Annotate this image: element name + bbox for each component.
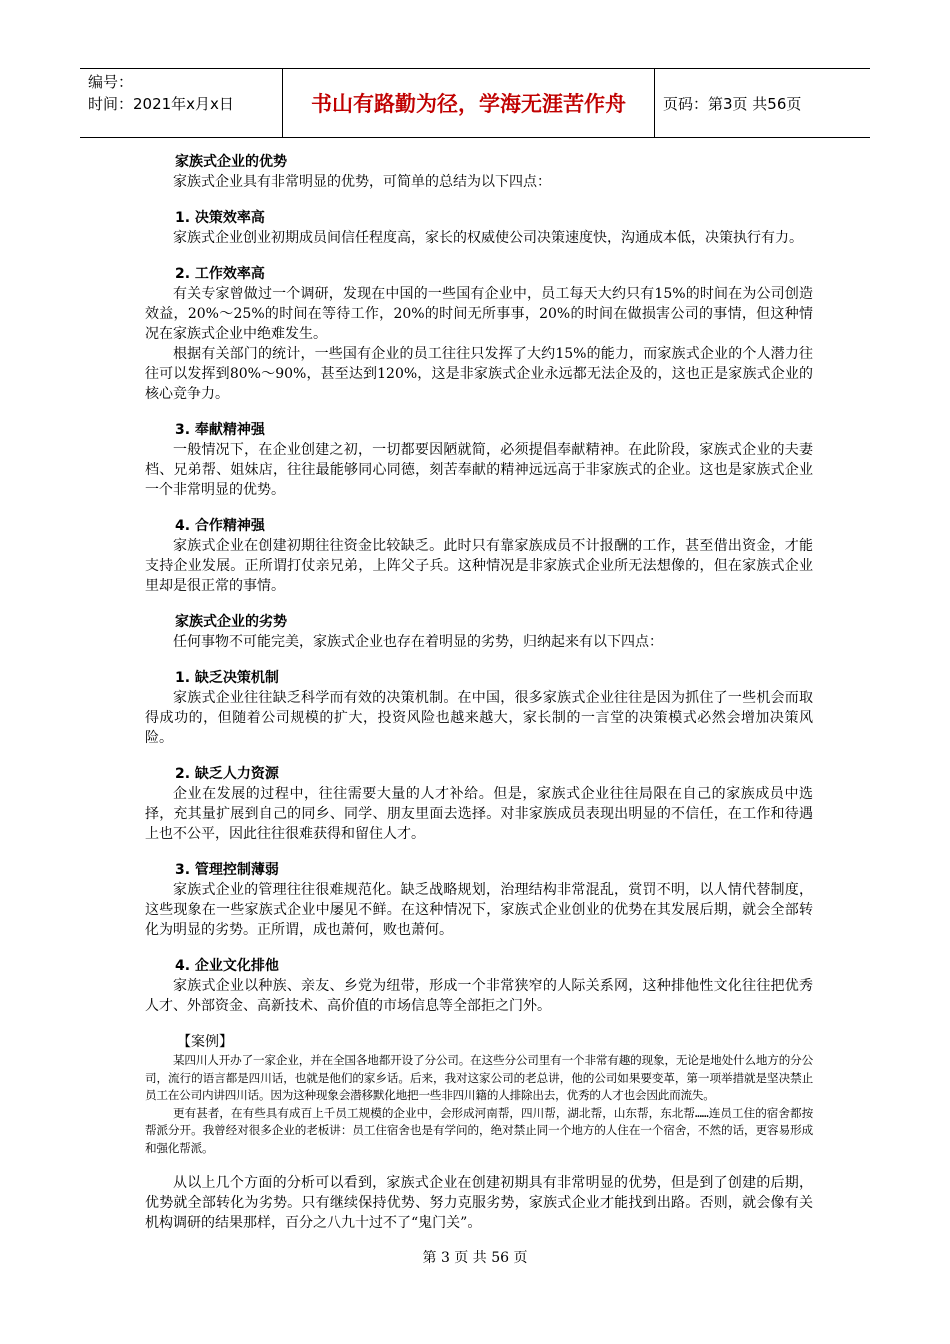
disadvantage-1-title: 1. 缺乏决策机制 <box>175 670 279 686</box>
document-body <box>145 152 813 1233</box>
advantages-heading: 家族式企业的优势 <box>175 154 287 170</box>
advantage-1-text: 家族式企业创业初期成员间信任程度高，家长的权威使公司决策速度快，沟通成本低，决策执行有力。 <box>173 230 803 246</box>
doc-time-label: 时间：2021年x月x日 <box>88 95 234 113</box>
advantage-4-title: 4. 合作精神强 <box>175 518 265 534</box>
disadvantage-4-title: 4. 企业文化排他 <box>175 958 279 974</box>
disadvantage-2-title: 2. 缺乏人力资源 <box>175 766 279 782</box>
header-page-cell <box>655 69 870 137</box>
disadvantage-1-text: 家族式企业往往缺乏科学而有效的决策机制。在中国，很多家族式企业往往是因为抓住了一些机会而取得成功的，但随着公司规模的扩大，投资风险也越来越大，家长制的一言堂的决策模式必然会增加决策风险。 <box>145 690 813 746</box>
case-text-b: 更有甚者，在有些具有成百上千员工规模的企业中，会形成河南帮，四川帮，湖北帮，山东帮，东北帮……连员工住的宿舍都按帮派分开。我曾经对很多企业的老板讲：员工住宿舍也是有学问的，绝对禁止同一个地方的人住在一个宿舍，不然的话，更容易形成和强化帮派。 <box>145 1105 813 1155</box>
header-motto-cell <box>283 69 655 137</box>
advantage-2-text-b: 根据有关部门的统计，一些国有企业的员工往往只发挥了大约15%的能力，而家族式企业的个人潜力往往可以发挥到80%～90%，甚至达到120%，这是非家族式企业永远都无法企及的，这也正是家族式企业的核心竞争力。 <box>145 346 813 402</box>
header-page-label: 页码：第3页 共56页 <box>663 94 802 113</box>
disadvantage-3-title: 3. 管理控制薄弱 <box>175 862 279 878</box>
advantage-2-title: 2. 工作效率高 <box>175 266 265 282</box>
disadvantages-intro: 任何事物不可能完美，家族式企业也存在着明显的劣势，归纳起来有以下四点： <box>173 634 663 650</box>
advantage-3-title: 3. 奉献精神强 <box>175 422 265 438</box>
header-info-cell <box>80 69 283 137</box>
case-text-a: 某四川人开办了一家企业，并在全国各地都开设了分公司。在这些分公司里有一个非常有趣的现象，无论是地处什么地方的分公司，流行的语言都是四川话，也就是他们的家乡话。后来，我对这家公司的老总讲，他的公司如果要变革，第一项举措就是坚决禁止员工在公司内讲四川话。因为这种现象会潜移默化地把一些非四川籍的人排除出去，优秀的人才也会因此而流失。 <box>145 1053 813 1102</box>
advantage-2-text-a: 有关专家曾做过一个调研，发现在中国的一些国有企业中，员工每天大约只有15%的时间在为公司创造效益，20%～25%的时间在等待工作，20%的时间无所事事，20%的时间在做损害公司的事情，但这种情况在家族式企业中绝难发生。 <box>145 286 813 342</box>
page-footer: 第 3 页 共 56 页 <box>422 1250 528 1266</box>
disadvantages-heading: 家族式企业的劣势 <box>175 614 287 630</box>
advantages-intro: 家族式企业具有非常明显的优势，可简单的总结为以下四点： <box>173 174 551 190</box>
conclusion-text: 从以上几个方面的分析可以看到，家族式企业在创建初期具有非常明显的优势，但是到了创建的后期，优势就全部转化为劣势。只有继续保持优势、努力克服劣势，家族式企业才能找到出路。否则，就会像有关机构调研的结果那样，百分之八九十过不了“鬼门关”。 <box>145 1175 813 1231</box>
advantage-3-text: 一般情况下，在企业创建之初，一切都要因陋就简，必须提倡奉献精神。在此阶段，家族式企业的夫妻档、兄弟帮、姐妹店，往往最能够同心同德，刻苦奉献的精神远远高于非家族式的企业。这也是家族式企业一个非常明显的优势。 <box>145 442 813 498</box>
disadvantage-3-text: 家族式企业的管理往往很难规范化。缺乏战略规划，治理结构非常混乱，赏罚不明，以人情代替制度，这些现象在一些家族式企业中屡见不鲜。在这种情况下，家族式企业创业的优势在其发展后期，就会全部转化为明显的劣势。正所谓，成也萧何，败也萧何。 <box>145 882 813 938</box>
header-table <box>80 68 870 138</box>
header-motto: 书山有路勤为径，学海无涯苦作舟 <box>311 92 626 116</box>
doc-number-label: 编号： <box>88 73 134 91</box>
case-label: 【案例】 <box>177 1034 233 1050</box>
spacer <box>145 1157 813 1173</box>
disadvantage-4-text: 家族式企业以种族、亲友、乡党为纽带，形成一个非常狭窄的人际关系网，这种排他性文化往往把优秀人才、外部资金、高新技术、高价值的市场信息等全部拒之门外。 <box>145 978 813 1014</box>
advantage-1-title: 1. 决策效率高 <box>175 210 265 226</box>
advantage-4-text: 家族式企业在创建初期往往资金比较缺乏。此时只有靠家族成员不计报酬的工作，甚至借出资金，才能支持企业发展。正所谓打仗亲兄弟，上阵父子兵。这种情况是非家族式企业所无法想像的，但在家族式企业里却是很正常的事情。 <box>145 538 813 594</box>
disadvantage-2-text: 企业在发展的过程中，往往需要大量的人才补给。但是，家族式企业往往局限在自己的家族成员中选择，充其量扩展到自己的同乡、同学、朋友里面去选择。对非家族成员表现出明显的不信任，在工作和待遇上也不公平，因此往往很难获得和留住人才。 <box>145 786 813 842</box>
